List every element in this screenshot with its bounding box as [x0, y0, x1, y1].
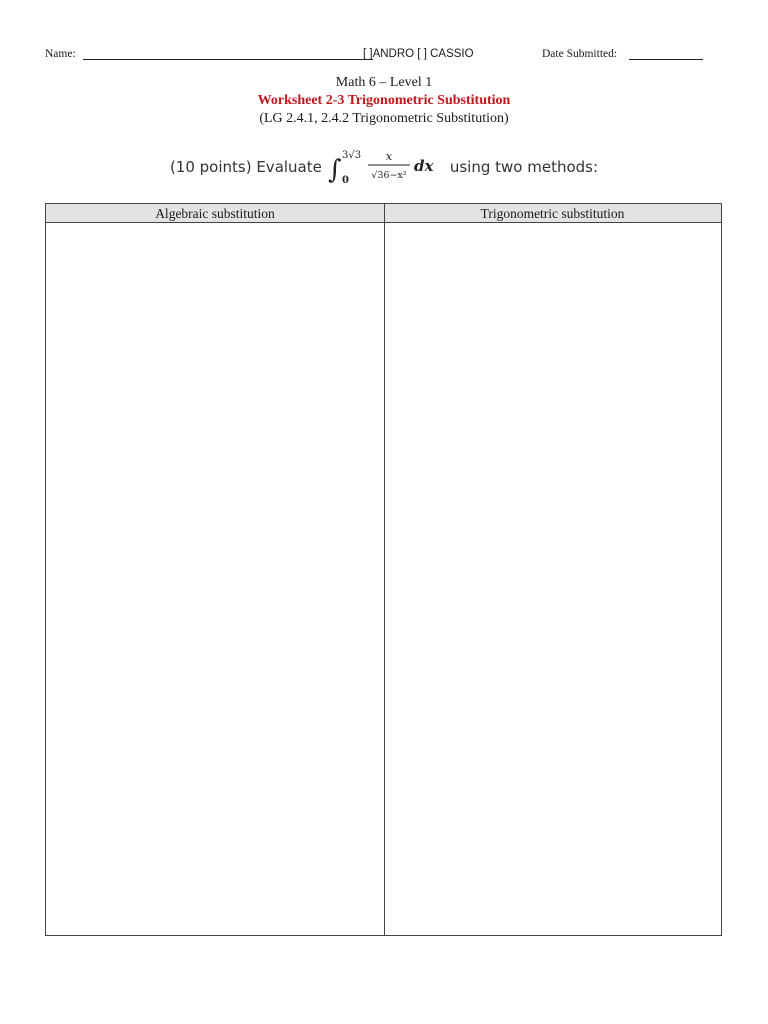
date-submitted-field[interactable]	[629, 59, 703, 60]
problem-statement	[0, 146, 768, 186]
trigonometric-answer-space[interactable]	[385, 224, 721, 935]
class-section-options[interactable]: [ ]ANDRO [ ] CASSIO	[363, 48, 474, 60]
learning-goals: (LG 2.4.1, 2.4.2 Trigonometric Substitution)	[259, 111, 509, 126]
numerator: x	[385, 150, 392, 163]
title-block	[0, 74, 768, 128]
column-header-algebraic: Algebraic substitution	[46, 204, 384, 223]
integral-expression	[326, 146, 446, 188]
integral-sign: ∫	[327, 155, 342, 185]
differential: dx	[413, 157, 434, 175]
name-label: Name:	[45, 48, 76, 60]
denominator: √36−x²	[371, 170, 407, 181]
date-submitted-label: Date Submitted:	[542, 48, 618, 60]
column-header-trigonometric: Trigonometric substitution	[384, 204, 721, 223]
problem-tail: using two methods:	[449, 158, 599, 176]
name-field[interactable]	[83, 59, 373, 60]
algebraic-answer-space[interactable]	[46, 224, 384, 935]
lower-limit: 0	[341, 175, 349, 186]
upper-limit: 3√3	[341, 150, 361, 161]
problem-points: (10 points) Evaluate	[169, 158, 322, 176]
answer-table	[45, 203, 722, 936]
course-title: Math 6 – Level 1	[335, 75, 433, 90]
worksheet-title: Worksheet 2-3 Trigonometric Substitution	[257, 93, 511, 108]
student-info-row	[45, 45, 725, 63]
